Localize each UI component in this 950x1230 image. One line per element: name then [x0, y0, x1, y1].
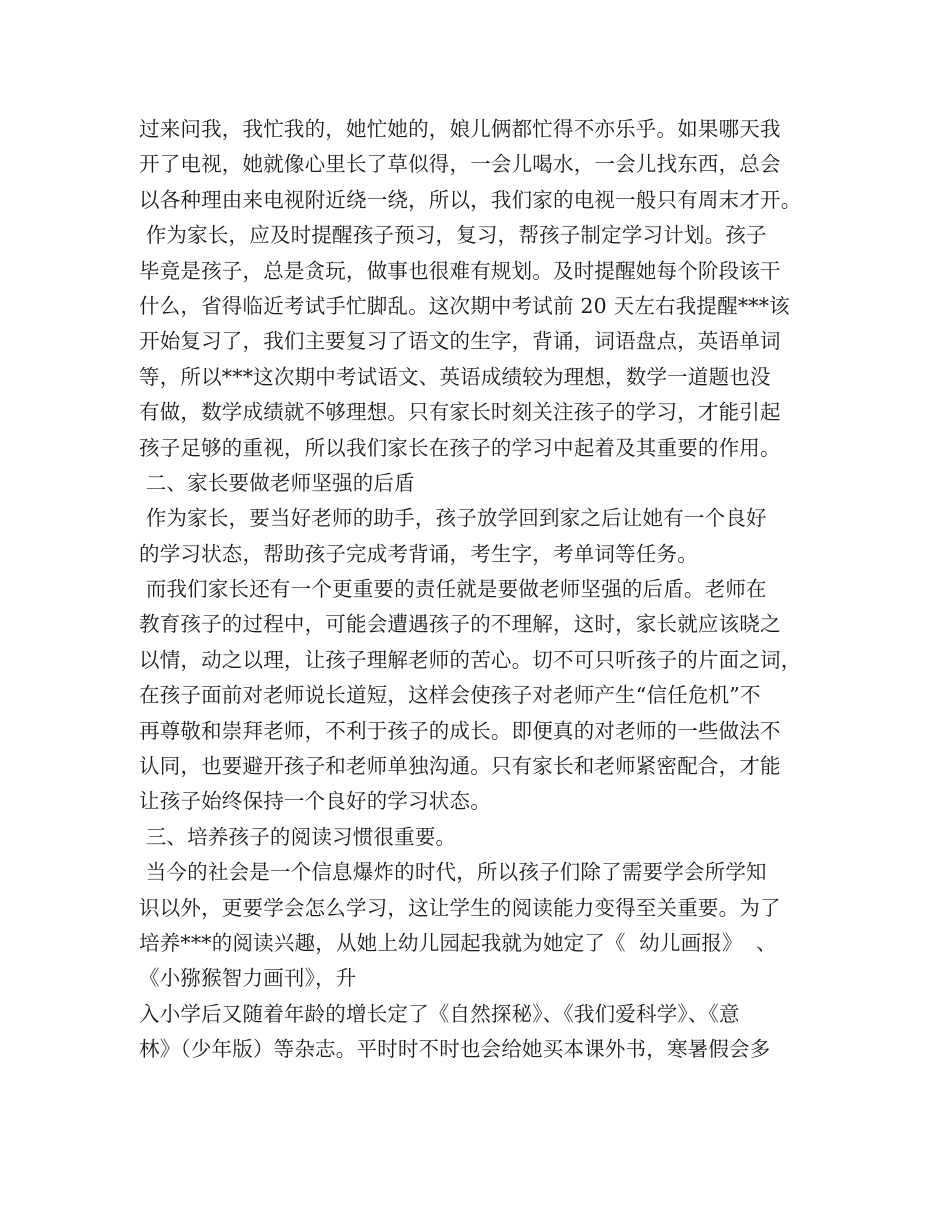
text-line: 培养***的阅读兴趣，从她上幼儿园起我就为她定了《 幼儿画报》 、 — [139, 930, 777, 955]
text-line: 孩子足够的重视，所以我们家长在孩子的学习中起着及其重要的作用。 — [139, 435, 781, 460]
text-line: 当今的社会是一个信息爆炸的时代，所以孩子们除了需要学会所学知 — [139, 860, 767, 885]
text-line: 开始复习了，我们主要复习了语文的生字，背诵，词语盘点，英语单词 — [139, 329, 781, 354]
text-line: 而我们家长还有一个更重要的责任就是要做老师坚强的后盾。老师在 — [139, 577, 767, 602]
text-line: 等，所以***这次期中考试语文、英语成绩较为理想，数学一道题也没 — [139, 364, 771, 389]
text-line: 以各种理由来电视附近绕一绕，所以，我们家的电视一般只有周末才开。 — [139, 187, 802, 212]
section-heading-3: 三、培养孩子的阅读习惯很重要。 — [139, 824, 457, 849]
text-line: 的学习状态，帮助孩子完成考背诵，考生字，考单词等任务。 — [139, 541, 698, 566]
text-line: 有做，数学成绩就不够理想。只有家长时刻关注孩子的学习，才能引起 — [139, 400, 781, 425]
text-line: 《小猕猴智力画刊》，升 — [139, 966, 357, 991]
body-text — [139, 112, 829, 1068]
text-line: 认同，也要避开孩子和老师单独沟通。只有家长和老师紧密配合，才能 — [139, 754, 781, 779]
text-line: 毕竟是孩子，总是贪玩，做事也很难有规划。及时提醒她每个阶段该干 — [139, 258, 781, 283]
text-line: 开了电视，她就像心里长了草似得，一会儿喝水，一会儿找东西，总会 — [139, 152, 781, 177]
text-line: 林》（少年版）等杂志。平时时不时也会给她买本课外书，寒暑假会多 — [139, 1037, 771, 1062]
text-line: 让孩子始终保持一个良好的学习状态。 — [139, 789, 491, 814]
text-line: 再尊敬和崇拜老师，不利于孩子的成长。即便真的对老师的一些做法不 — [139, 718, 781, 743]
text-line: 作为家长，要当好老师的助手，孩子放学回到家之后让她有一个良好 — [139, 506, 767, 531]
text-line: 过来问我，我忙我的，她忙她的，娘儿俩都忙得不亦乐乎。如果哪天我 — [139, 117, 781, 141]
text-line: 作为家长，应及时提醒孩子预习，复习，帮孩子制定学习计划。孩子 — [139, 223, 767, 248]
text-line: 以情，动之以理，让孩子理解老师的苦心。切不可只听孩子的片面之词， — [139, 647, 802, 672]
text-line: 在孩子面前对老师说长道短，这样会使孩子对老师产生“信任危机”不 — [139, 683, 761, 708]
text-line: 教育孩子的过程中，可能会遭遇孩子的不理解，这时，家长就应该晓之 — [139, 612, 781, 637]
text-line: 识以外，更要学会怎么学习，这让学生的阅读能力变得至关重要。为了 — [139, 895, 781, 920]
text-line: 什么，省得临近考试手忙脚乱。这次期中考试前 20 天左右我提醒***该 — [139, 293, 790, 318]
section-heading-2: 二、家长要做老师坚强的后盾 — [139, 470, 415, 495]
text-line: 入小学后又随着年龄的增长定了《自然探秘》、《我们爱科学》、《意 — [139, 1001, 740, 1026]
